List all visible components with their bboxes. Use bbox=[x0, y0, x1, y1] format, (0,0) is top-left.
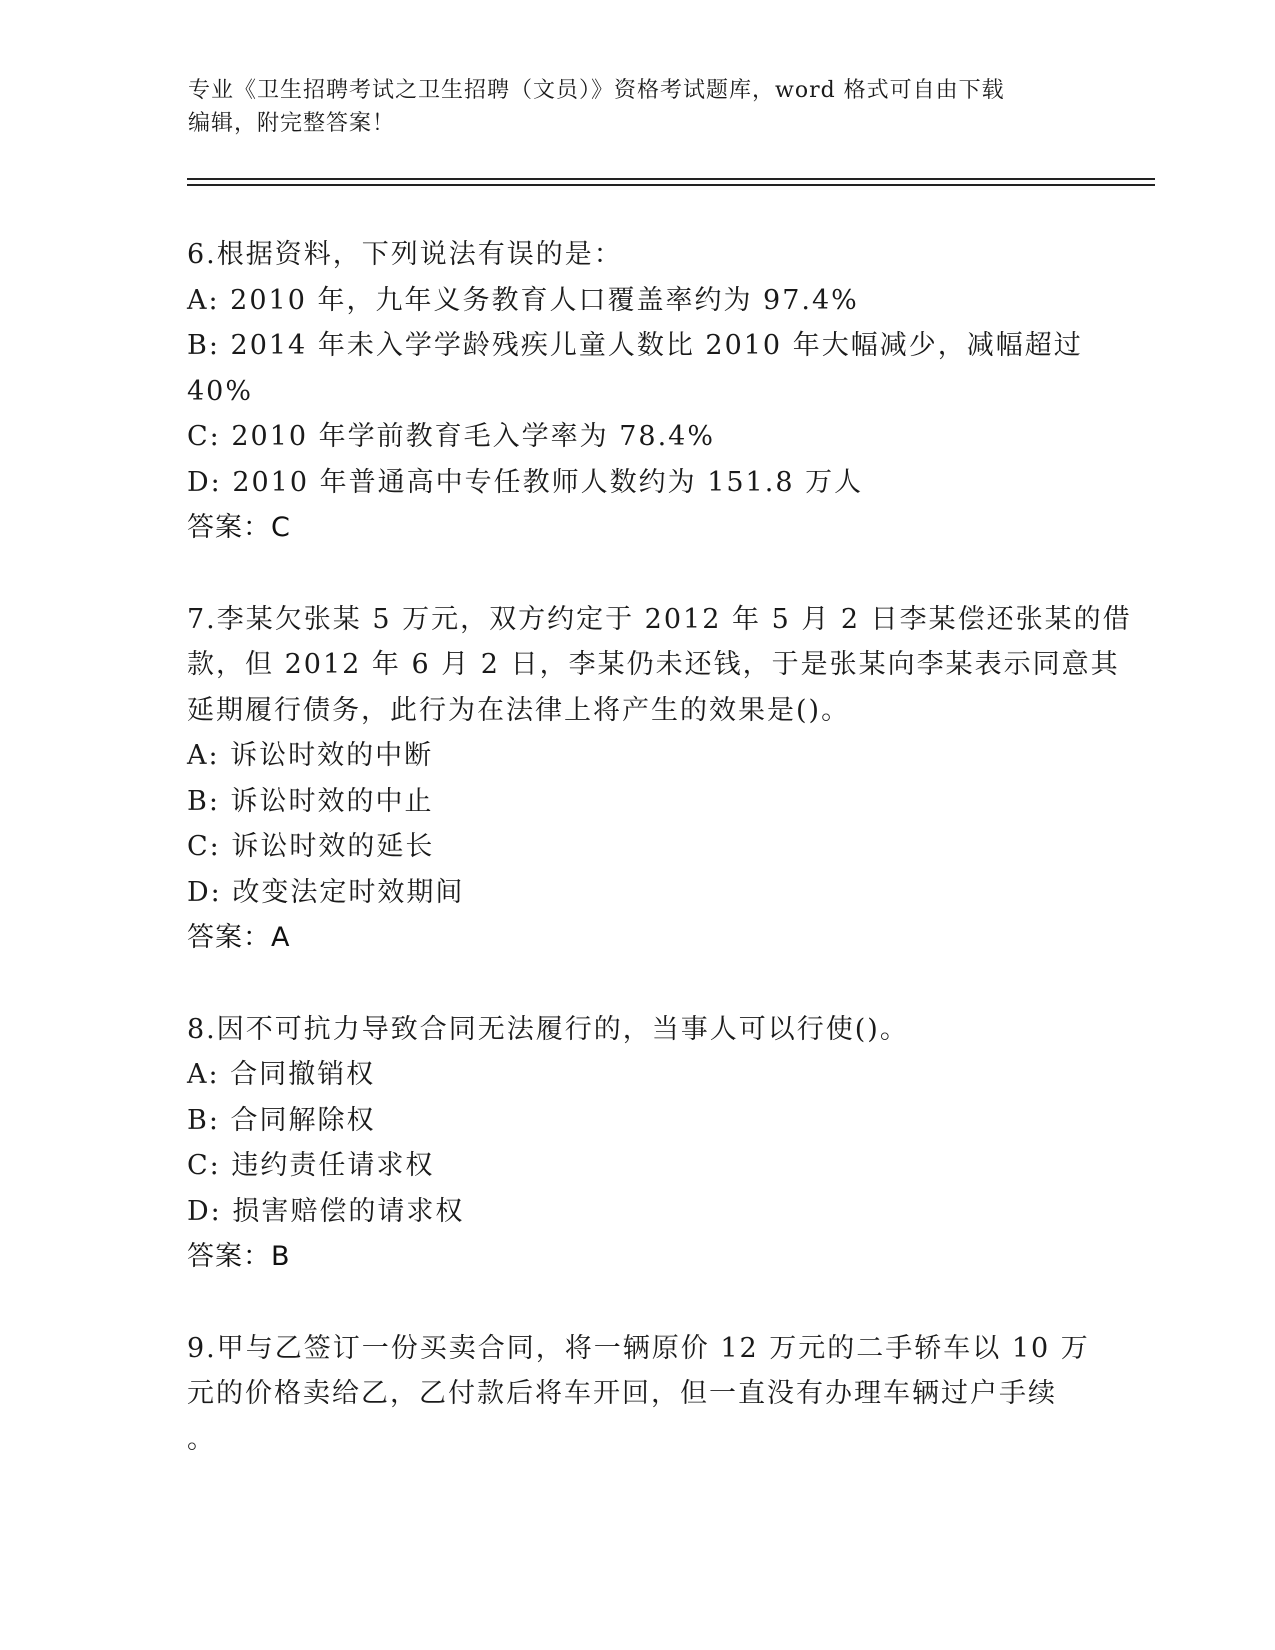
spacer bbox=[187, 961, 1087, 1007]
header-divider-bottom bbox=[187, 184, 1155, 186]
header-line-1: 专业《卫生招聘考试之卫生招聘（文员）》资格考试题库，word 格式可自由下载 bbox=[188, 78, 1005, 103]
option-d: D: 2010 年普通高中专任教师人数约为 151.8 万人 bbox=[187, 466, 864, 498]
question-stem: 8.因不可抗力导致合同无法履行的，当事人可以行使()。 bbox=[187, 1013, 909, 1045]
option-a: A: 合同撤销权 bbox=[187, 1059, 376, 1090]
question-stem: 7.李某欠张某 5 万元，双方约定于 2012 年 5 月 2 日李某偿还张某的借 bbox=[187, 603, 1132, 635]
option-b-continued: 40% bbox=[187, 375, 254, 407]
answer-label: 答案：C bbox=[187, 512, 291, 543]
spacer bbox=[187, 1280, 1087, 1326]
question-6 bbox=[187, 232, 1087, 551]
option-a: A: 诉讼时效的中断 bbox=[187, 740, 434, 771]
header-line-2: 编辑，附完整答案！ bbox=[188, 111, 396, 136]
header-divider-top bbox=[187, 178, 1155, 180]
question-8 bbox=[187, 1007, 1087, 1280]
option-d: D: 改变法定时效期间 bbox=[187, 876, 465, 908]
question-stem: 6.根据资料，下列说法有误的是： bbox=[187, 239, 623, 270]
option-b: B: 2014 年未入学学龄残疾儿童人数比 2010 年大幅减少，减幅超过 bbox=[187, 330, 1083, 361]
option-c: C: 违约责任请求权 bbox=[187, 1150, 435, 1181]
spacer bbox=[187, 551, 1087, 597]
question-stem-continued: 。 bbox=[187, 1423, 216, 1455]
option-d: D: 损害赔偿的请求权 bbox=[187, 1195, 465, 1227]
question-7 bbox=[187, 597, 1132, 961]
document-header bbox=[188, 74, 1088, 140]
question-list bbox=[187, 232, 1132, 1462]
question-stem-continued: 元的价格卖给乙，乙付款后将车开回，但一直没有办理车辆过户手续 bbox=[187, 1378, 1057, 1409]
option-a: A: 2010 年，九年义务教育人口覆盖率约为 97.4% bbox=[187, 284, 859, 316]
question-9 bbox=[187, 1326, 1090, 1463]
question-stem-continued: 款，但 2012 年 6 月 2 日，李某仍未还钱，于是张某向李某表示同意其 bbox=[187, 649, 1120, 680]
answer-label: 答案：A bbox=[187, 922, 291, 953]
option-c: C: 诉讼时效的延长 bbox=[187, 831, 435, 862]
question-stem-continued: 延期履行债务，此行为在法律上将产生的效果是()。 bbox=[187, 694, 851, 726]
option-b: B: 合同解除权 bbox=[187, 1104, 376, 1136]
question-stem: 9.甲与乙签订一份买卖合同，将一辆原价 12 万元的二手轿车以 10 万 bbox=[187, 1332, 1090, 1364]
option-c: C: 2010 年学前教育毛入学率为 78.4% bbox=[187, 421, 715, 452]
option-b: B: 诉讼时效的中止 bbox=[187, 785, 434, 817]
answer-label: 答案：B bbox=[187, 1241, 291, 1272]
